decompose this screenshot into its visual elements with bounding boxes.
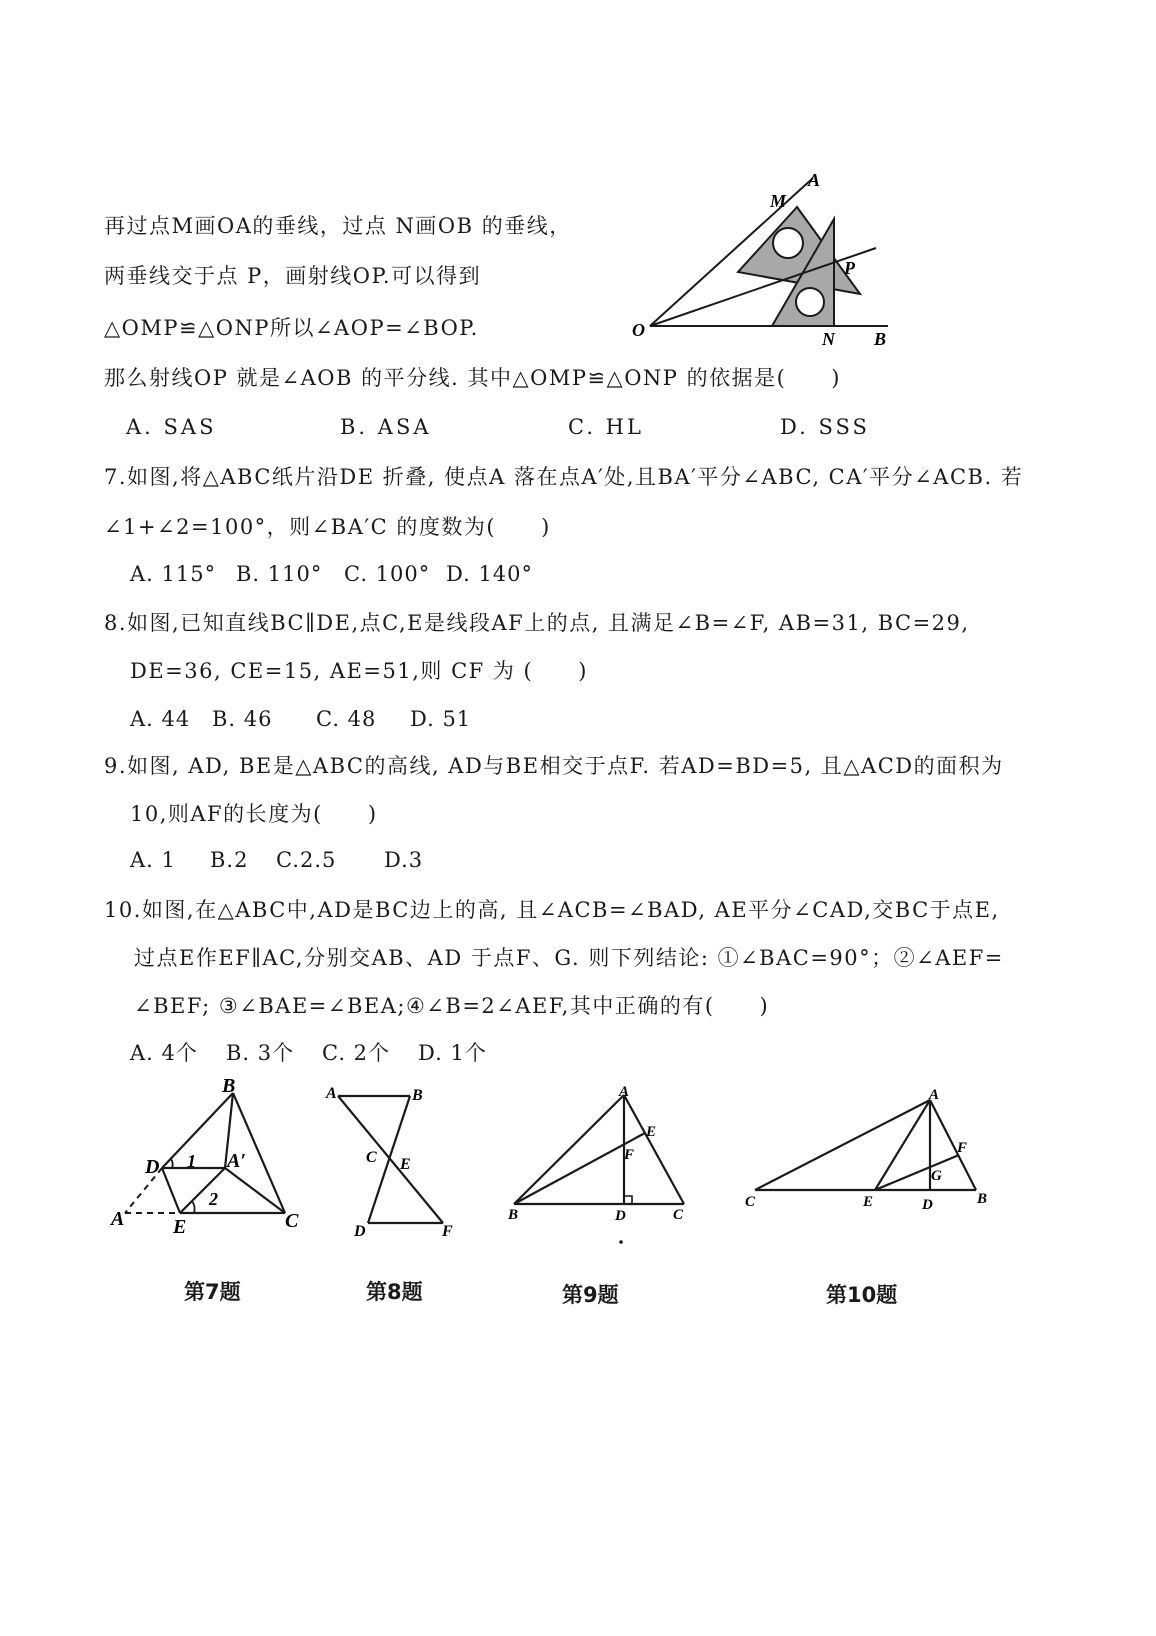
q10-option-a: A. 4个: [130, 1041, 198, 1065]
fig8-label-e: E: [400, 1156, 411, 1173]
intro-line-3: △OMP≌△ONP所以∠AOP=∠BOP.: [104, 316, 479, 340]
q6-option-b: B. ASA: [340, 415, 432, 439]
fig9-label-f: F: [624, 1147, 635, 1163]
figure-10: [735, 1080, 995, 1225]
fig8-label-f: F: [442, 1223, 453, 1240]
figure-8: [320, 1080, 470, 1245]
q8-stem-line-1: 8.如图,已知直线BC∥DE,点C,E是线段AF上的点, 且满足∠B=∠F, AB=31, BC=29,: [104, 611, 970, 635]
label-n: N: [822, 329, 835, 349]
q8-option-d: D. 51: [410, 707, 472, 731]
fig7-label-2: 2: [209, 1189, 218, 1209]
q7-stem-line-2: ∠1+∠2=100°，则∠BA′C 的度数为( ): [104, 515, 551, 539]
figure-9: [500, 1080, 700, 1250]
fig9-label-a: A: [619, 1084, 630, 1100]
label-b: B: [874, 329, 887, 349]
q10-stem-line-3: ∠BEF; ③∠BAE=∠BEA;④∠B=2∠AEF,其中正确的有( ): [134, 994, 770, 1018]
q10-option-b: B. 3个: [226, 1041, 295, 1065]
fig7-label-a: A: [111, 1208, 125, 1230]
q6-option-d: D. SSS: [780, 415, 870, 439]
fig8-caption: 第8题: [366, 1280, 423, 1304]
q7-option-b: B. 110°: [236, 562, 323, 586]
q9-stem-line-2: 10,则AF的长度为( ): [130, 802, 378, 826]
q10-option-c: C. 2个: [322, 1041, 391, 1065]
label-o: O: [632, 320, 645, 340]
fig7-label-a-prime: A′: [227, 1150, 246, 1172]
fig10-label-f: F: [957, 1140, 968, 1156]
q9-stem-line-1: 9.如图, AD, BE是△ABC的高线, AD与BE相交于点F. 若AD=BD=5, 且△ACD的面积为: [104, 754, 1004, 778]
q7-option-a: A. 115°: [130, 562, 217, 586]
fig9-label-c: C: [673, 1207, 684, 1223]
q9-option-a: A. 1: [130, 848, 176, 872]
fig7-label-b: B: [222, 1075, 236, 1097]
q7-stem-line-1: 7.如图,将△ABC纸片沿DE 折叠, 使点A 落在点A′处,且BA′平分∠ABC, CA′平分∠ACB. 若: [104, 465, 1024, 489]
fig8-label-c: C: [366, 1149, 377, 1166]
label-p: P: [844, 258, 855, 278]
q9-option-b: B.2: [210, 848, 249, 872]
fig9-label-e: E: [646, 1124, 657, 1140]
q7-option-c: C. 100°: [344, 562, 431, 586]
q8-option-b: B. 46: [212, 707, 273, 731]
q9-option-c: C.2.5: [276, 848, 337, 872]
fig9-label-b: B: [508, 1207, 519, 1223]
fig10-label-d: D: [922, 1197, 933, 1213]
q6-option-a: A. SAS: [126, 415, 217, 439]
q10-stem-line-1: 10.如图,在△ABC中,AD是BC边上的高, 且∠ACB=∠BAD, AE平分∠CAD,交BC于点E,: [104, 898, 1000, 922]
fig7-label-c: C: [285, 1210, 299, 1232]
angle-bisector-figure: [620, 160, 910, 360]
fig10-label-c: C: [745, 1194, 756, 1210]
q10-option-d: D. 1个: [418, 1041, 487, 1065]
fig10-label-g: G: [931, 1168, 942, 1184]
fig8-label-a: A: [326, 1085, 337, 1102]
label-m: M: [770, 191, 787, 211]
fig10-label-e: E: [863, 1194, 874, 1210]
q6-option-c: C. HL: [568, 415, 644, 439]
q10-stem-line-2: 过点E作EF∥AC,分别交AB、AD 于点F、G. 则下列结论: ①∠BAC=90°；②∠AEF=: [134, 946, 1004, 970]
fig8-label-d: D: [354, 1223, 366, 1240]
q7-option-d: D. 140°: [446, 562, 534, 586]
intro-line-2: 两垂线交于点 P，画射线OP.可以得到: [104, 264, 482, 288]
fig10-label-a: A: [929, 1087, 940, 1103]
fig10-label-b: B: [977, 1191, 988, 1207]
label-a: A: [808, 170, 821, 190]
q8-option-a: A. 44: [130, 707, 191, 731]
q8-option-c: C. 48: [316, 707, 377, 731]
fig7-label-d: D: [145, 1156, 160, 1178]
fig7-label-e: E: [173, 1216, 187, 1238]
fig9-label-d: D: [615, 1208, 626, 1224]
fig7-label-1: 1: [187, 1151, 196, 1171]
intro-line-4: 那么射线OP 就是∠AOB 的平分线. 其中△OMP≌△ONP 的依据是( ): [104, 366, 841, 390]
q9-option-d: D.3: [384, 848, 424, 872]
fig9-caption: 第9题: [562, 1283, 619, 1307]
fig8-label-b: B: [412, 1087, 423, 1104]
figure-7: [105, 1075, 315, 1240]
fig10-caption: 第10题: [826, 1283, 898, 1307]
intro-line-1: 再过点M画OA的垂线，过点 N画OB 的垂线，: [104, 214, 572, 238]
fig7-caption: 第7题: [184, 1280, 241, 1304]
q8-stem-line-2: DE=36, CE=15, AE=51,则 CF 为 ( ): [130, 659, 588, 683]
